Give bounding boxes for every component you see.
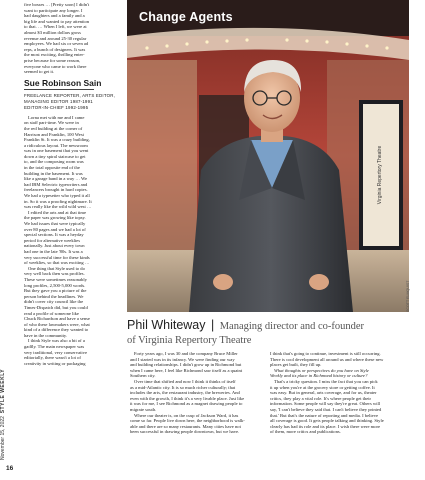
interview-text: [24, 115, 121, 367]
text-line: information. Some people will say they're great. Others will: [270, 401, 381, 407]
text-line: come so far. People live down here, the neighborhood is walk-: [130, 418, 245, 424]
text-line: Franklin St. It was a crazy building,: [24, 137, 90, 143]
text-line: reps, a bunch of designers. It was: [24, 46, 86, 52]
text-line: was in one basement that you went: [24, 148, 89, 154]
text-line: it up when you're at the grocery store or getting coffee. It: [270, 384, 375, 390]
text-line: over 80 pages and we had a lot of: [24, 226, 86, 232]
text-line: very traditional, very conservative: [24, 349, 88, 355]
text-line: was really like the wild wild west …: [24, 204, 92, 210]
text-line: the red building at the corner of: [24, 125, 83, 131]
poster-text: Virginia Repertory Theatre: [377, 145, 383, 205]
text-line: Chuck Richardson and have a sense: [24, 316, 90, 322]
text-line: special sections. It was a heyday: [24, 232, 84, 238]
subject-name: Phil Whiteway: [127, 318, 206, 332]
text-line: say, 'I can't believe they said that. I can't believe they printed: [270, 406, 382, 412]
text-line: Forty years ago, I was 30 and the company Bruce Miller: [134, 351, 238, 356]
text-line: and building relationships. I didn't grow up in Richmond but: [130, 362, 242, 368]
text-line: Times-Dispatch did, but you could: [24, 304, 88, 310]
photo-credit-text: SCOTT ELMQUIST: [406, 280, 410, 312]
photo-illustration: [127, 0, 409, 312]
text-line: Southern city.: [130, 373, 156, 379]
text-line: to that. … When I left, we were at: [24, 24, 87, 30]
text-line: had daughters and a family and a: [24, 13, 85, 19]
folio: [0, 368, 16, 460]
headline-separator: |: [210, 318, 215, 332]
text-line: freelancers brought in hard copies.: [24, 187, 88, 193]
page-number: 16: [6, 465, 14, 472]
text-line: kind of a difference they wanted to: [24, 327, 89, 333]
text-line: long profiles, 2,500-5,000 words.: [24, 282, 86, 288]
article-headline: [127, 318, 407, 348]
text-line: prise because for some reason,: [24, 57, 81, 63]
text-line: five bosses … [Pretty soon] I didn't: [24, 2, 90, 7]
section-title: Change Agents: [139, 10, 233, 24]
text-line: everyone who came to work there: [24, 63, 87, 69]
text-line: places get built, they fill up.: [270, 362, 322, 368]
text-line: nationally. Just about every town: [24, 243, 85, 249]
text-line: Where our theater is, on the cusp of Jackson Ward, it has: [134, 412, 239, 418]
text-line: a ridiculous layout. The newsroom: [24, 142, 88, 148]
article-column-1: [130, 351, 260, 435]
text-line: What thoughts or perspectives do you have on Style: [274, 367, 369, 373]
text-line: like a garage band in a way … We: [24, 176, 88, 182]
text-line: We had issues that were typically: [24, 221, 86, 226]
text-line: employees. We had six or seven ad: [24, 41, 89, 47]
text-line: That's a tricky question. I miss the fact that you can pick: [274, 378, 378, 384]
text-line: of weeklies, so that was exciting …: [24, 260, 90, 266]
text-line: read a profile of someone like: [24, 310, 79, 316]
text-line: gadfly. The main newspaper was: [24, 344, 85, 350]
text-line: to, and the composing room was: [24, 159, 84, 165]
text-line: had one in the late '80s. It was a: [24, 248, 83, 254]
bio-rule: [24, 89, 94, 90]
text-line: the paper was growing like topsy.: [24, 215, 86, 221]
left-column: [24, 2, 121, 366]
text-line: able and there are so many restaurants. Many cities have not: [130, 423, 241, 429]
text-line: when I came here, I feel like Richmond saw itself as a quaint: [130, 367, 243, 373]
text-line: I think that's going to continue, investment is still occurring.: [270, 351, 381, 356]
text-line: I think Style was also a bit of a: [28, 338, 85, 344]
subject-role: Managing director and co-founder: [219, 321, 365, 332]
text-line: down a tiny spiral staircase to get: [24, 153, 86, 159]
text-line: revenue and around 25-30 regular: [24, 35, 87, 41]
folio-date: November 15, 2022: [0, 416, 6, 460]
text-line: was easy. But in general, arts coverage, and for us, theater: [270, 390, 377, 396]
folio-brand: STYLE WEEKLY: [0, 368, 6, 414]
folio-line: [0, 369, 6, 460]
text-line: I edited the arts and at that time: [28, 209, 87, 215]
text-line: the most exciting, thrilling enter-: [24, 52, 85, 58]
text-line: editorially, there wasn't a lot of: [24, 355, 81, 361]
text-line: almost $3 million dollars gross: [24, 29, 81, 35]
text-line: that.' But that's the nature of reporting and media. I believe: [270, 412, 379, 418]
text-line: all coverage is good. It gets people talking and thinking. Style: [270, 418, 384, 424]
text-line: and I started was in its infancy. We were finding our way: [130, 356, 235, 362]
text-line: Over time that shifted and now I think it thinks of itself: [134, 378, 236, 384]
subject-role-cont: of Virginia Repertory Theatre: [127, 335, 252, 346]
photo-credit: [406, 280, 418, 312]
text-line: on staff part-time. We were in: [24, 120, 79, 126]
bio-title-line: FREELANCE REPORTER, ARTS EDITOR,: [24, 92, 116, 98]
text-line: But they gave you a picture of the: [24, 288, 87, 294]
text-line: person behind the headlines. We: [24, 293, 84, 299]
text-line: in the total opposite end of the: [24, 165, 80, 171]
text-line: in. So it was a proofing nightmare. It: [24, 198, 92, 204]
text-line: very well back then was profiles.: [24, 271, 85, 277]
text-line: even with the growth, I think it's a very livable place. Just like: [130, 395, 245, 401]
text-line: period for alternative weeklies: [24, 237, 80, 243]
bio-titles: [24, 93, 121, 111]
text-line: it was for me, I see Richmond as a magnet drawing people to: [130, 401, 243, 407]
text-line: didn't cover city council like the: [24, 299, 84, 305]
intro-text: [24, 2, 121, 75]
text-line: These were sometimes reasonably: [24, 276, 87, 282]
article-column-2: [270, 351, 408, 435]
text-line: have in the community.: [24, 332, 68, 338]
bio-title-line: MANAGING EDITOR 1987-1991: [24, 98, 93, 104]
text-line: very successful time for these kinds: [24, 254, 90, 260]
bio-title-line: EDITOR-IN-CHIEF 1992-1995: [24, 104, 89, 110]
text-line: been successful in drawing people downtown, but we have.: [130, 429, 240, 435]
text-line: building in the basement. It was: [24, 170, 83, 176]
text-line: clearly has had its role and its place. I wish there were more: [270, 423, 381, 429]
text-line: Harrison and Franklin, 100 West: [24, 131, 84, 137]
text-line: want to participate any longer. I: [24, 7, 83, 13]
text-line: creativity in writing or packaging: [24, 360, 86, 366]
text-line: We had a typesetter who typed it all: [24, 193, 90, 199]
text-line: seemed to get it.: [24, 69, 55, 75]
text-line: had IBM Selectric typewriters and: [24, 181, 88, 187]
text-line: Weekly and its place in Richmond history or culture?: [270, 373, 368, 379]
text-line: includes the arts, the restaurant industry, the breweries. And: [130, 390, 240, 396]
text-line: of who these lawmakers were, what: [24, 321, 90, 327]
portrait-photo: [127, 0, 409, 312]
text-line: There is cool development all around us and where these new: [270, 356, 384, 362]
text-line: critics, they play a vital role. It's where people get their: [270, 395, 372, 401]
text-line: One thing that Style used to do: [28, 265, 85, 271]
text-line: Lorna met with me and I came: [28, 114, 85, 120]
text-line: as a mid-Atlantic city. It is so much richer culturally; that: [130, 384, 236, 390]
text-line: migrate south.: [130, 406, 157, 412]
bio-name: Sue Robinson Sain: [24, 77, 102, 88]
text-line: of them, more critics and publications.: [270, 429, 341, 435]
text-line: big life and wanted to pay attention: [24, 18, 90, 24]
